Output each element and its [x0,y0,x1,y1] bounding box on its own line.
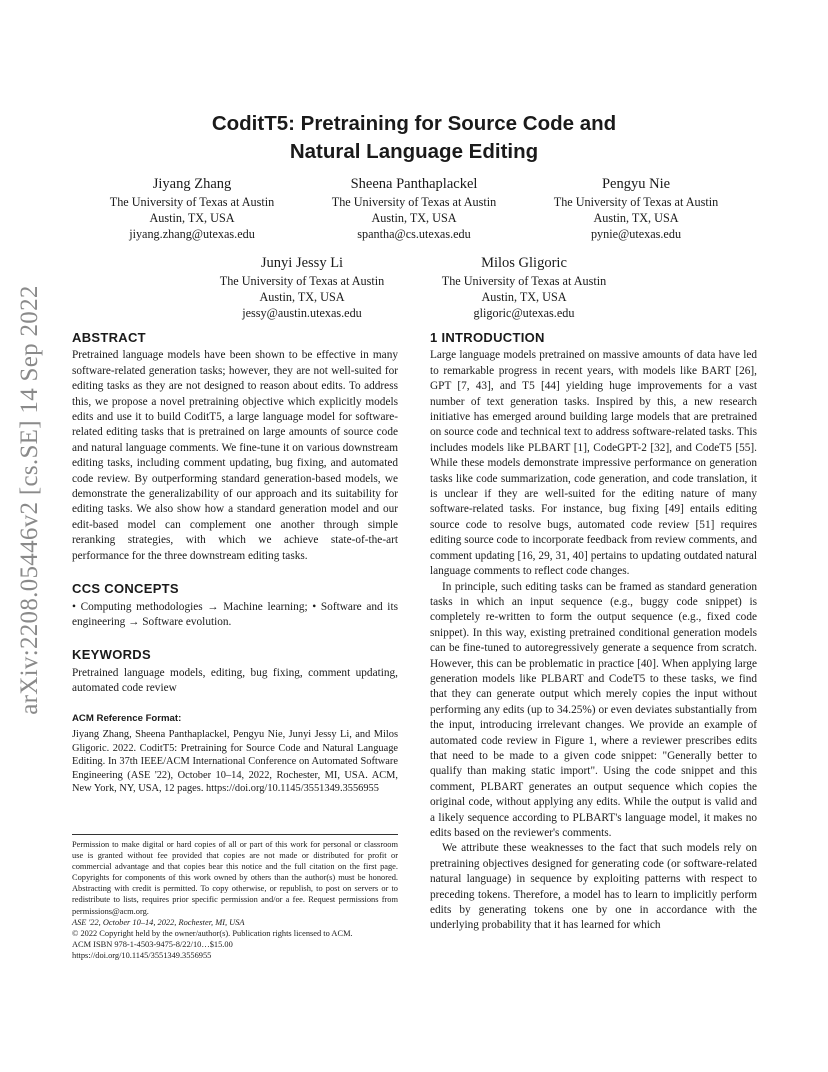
author-block [526,175,746,242]
intro-paragraph-1: Large language models pretrained on massive amounts of data have led to remarkable progress in recent years, with models like BART [26], GPT [7, 43], and T5 [44] yielding huge improvements for a vast number of text generation tasks. Inspired by this, a new research initiative has emerged around building large models that are pretrained on source code and technical text to address software-related tasks. This includes models like PLBART [1], CodeGPT-2 [32], and CodeT5 [55]. While these models demonstrate impressive performance on generation tasks like code summarization, code generation, and code translation, it is unclear if they are well-suited for the editing nature of many software-related tasks. For instance, bug fixing [49] entails editing source code to resolve bugs, automated code review [51] requires editing source code to incorporate feedback from review comments, and comment updating [16, 29, 31, 40] pertains to updating outdated natural language comments to reflect code changes. [430,349,757,578]
author-location: Austin, TX, USA [259,290,345,304]
intro-paragraph-3: We attribute these weaknesses to the fact that such models rely on pretraining objectives designed for generating code (or software-related natural language) in sequence by exploiting patterns with respect to preceding tokens. Therefore, a model has to learn to implicitly perform edits by generating tokens one by one in accordance with the underlying probability that it has learned for which [430,842,757,932]
arxiv-identifier: arXiv:2208.05446v2 [cs.SE] 14 Sep 2022 [16,285,43,715]
author-location: Austin, TX, USA [371,211,457,225]
author-affiliation: The University of Texas at Austin [219,274,385,288]
doi-line: https://doi.org/10.1145/3551349.3556955 [72,950,212,960]
author-email: pynie@utexas.edu [590,227,682,241]
acm-reference-text: Jiyang Zhang, Sheena Panthaplackel, Pengyu Nie, Junyi Jessy Li, and Milos Gligoric. 2022. CoditT5: Pretraining for Source Code and Natural Language Editing. In 37th IEEE/ACM International Conference on Automated Software Engineering (ASE '22), October 10–14, 2022, Rochester, MI, USA. ACM, New York, NY, USA, 12 pages. https://doi.org/10.1145/3551349.3556955 [72,728,398,795]
abstract-heading: ABSTRACT [72,330,146,345]
author-name: Sheena Panthaplackel [350,176,478,192]
arxiv-sidebar [14,262,46,738]
keywords-heading: KEYWORDS [72,647,151,663]
author-block [82,175,302,242]
title-line-1: CoditT5: Pretraining for Source Code and [211,112,617,135]
author-block [414,254,634,321]
keywords-text: Pretrained language models, editing, bug fixing, comment updating, automated code review [72,666,398,695]
author-block [192,254,412,321]
author-name: Jiyang Zhang [152,176,232,192]
intro-paragraph-2: In principle, such editing tasks can be framed as standard generation tasks in which an input sequence (e.g., buggy code snippet) is completely re-written to form the output sequence (e.g., fixed code snippet). In this way, existing pretrained conditional generation models can be fine-tuned to autoregressively generate a sequence from scratch. However, this can be problematic in practice [40]. When applying large generation models like PLBART and CodeT5 to these tasks, we find that they can generate output which merely copies the input without performing any edits (up to 34.25%) or even deviates substantially from the input, introducing irrelevant changes. We provide an example of automated code review in Figure 1, where a reviewer prescribes edits that need to be made to a given code snippet: "Generally better to qualify than making static import". Using the code snippet and this comment, PLBART generates an output sequence which copies the original code, without applying any edits. While the output is valid and a likely sequence according to PLBART's language model, it makes no edits based on the reviewer's comments. [430,580,757,839]
author-email: spantha@cs.utexas.edu [357,227,471,241]
author-affiliation: The University of Texas at Austin [109,195,275,209]
right-column [430,330,757,934]
author-affiliation: The University of Texas at Austin [441,274,607,288]
author-email: gligoric@utexas.edu [473,306,575,320]
author-affiliation: The University of Texas at Austin [553,195,719,209]
footnote-rule [72,834,398,835]
ccs-heading: CCS CONCEPTS [72,581,179,597]
author-location: Austin, TX, USA [593,211,679,225]
author-email: jessy@austin.utexas.edu [242,306,362,320]
author-name: Junyi Jessy Li [260,255,344,271]
abstract-text: Pretrained language models have been shown to be effective in many software-related generation tasks; however, they are not well-suited for editing tasks as they are not designed to reason about edits. To address this, we propose a novel pretraining objective which explicitly models edits and use it to build CoditT5, a large language model for software-related editing tasks that is pretrained on large amounts of source code and natural language comments. We fine-tune it on various downstream editing tasks, including comment updating, bug fixing, and automated code review. By outperforming standard generation-based models, we demonstrate the generalizability of our approach and its suitability for editing tasks. We also show how a standard generation model and our edit-based model can complement one another through simple reranking strategies, with which we achieve state-of-the-art performance for the three downstream editing tasks. [72,349,398,562]
author-location: Austin, TX, USA [149,211,235,225]
author-name: Pengyu Nie [601,176,671,192]
acm-reference-heading: ACM Reference Format: [72,712,182,724]
introduction-heading: 1 INTRODUCTION [430,330,545,345]
conference-line: ASE '22, October 10–14, 2022, Rochester, MI, USA [72,917,245,927]
ccs-text: • Computing methodologies → Machine learning; • Software and its engineering → Software evolution. [72,600,398,628]
author-name: Milos Gligoric [481,255,567,271]
author-affiliation: The University of Texas at Austin [331,195,497,209]
author-location: Austin, TX, USA [481,290,567,304]
title-line-2: Natural Language Editing [289,140,539,163]
author-block [304,175,524,242]
paper-title [120,110,708,166]
author-email: jiyang.zhang@utexas.edu [129,227,255,241]
isbn-line: ACM ISBN 978-1-4503-9475-8/22/10…$15.00 [72,939,233,949]
permission-block [72,839,398,961]
permission-text: Permission to make digital or hard copies of all or part of this work for personal or classroom use is granted without fee provided that copies are not made or distributed for profit or commercial advantage and that copies bear this notice and the full citation on the first page. Copyrights for components of this work owned by others than the author(s) must be honored. Abstracting with credit is permitted. To copy otherwise, or republish, to post on servers or to redistribute to lists, requires prior specific permission and/or a fee. Request permissions from permissions@acm.org. [72,840,398,916]
left-column [72,330,398,796]
copyright-line: © 2022 Copyright held by the owner/author(s). Publication rights licensed to ACM. [72,928,353,938]
